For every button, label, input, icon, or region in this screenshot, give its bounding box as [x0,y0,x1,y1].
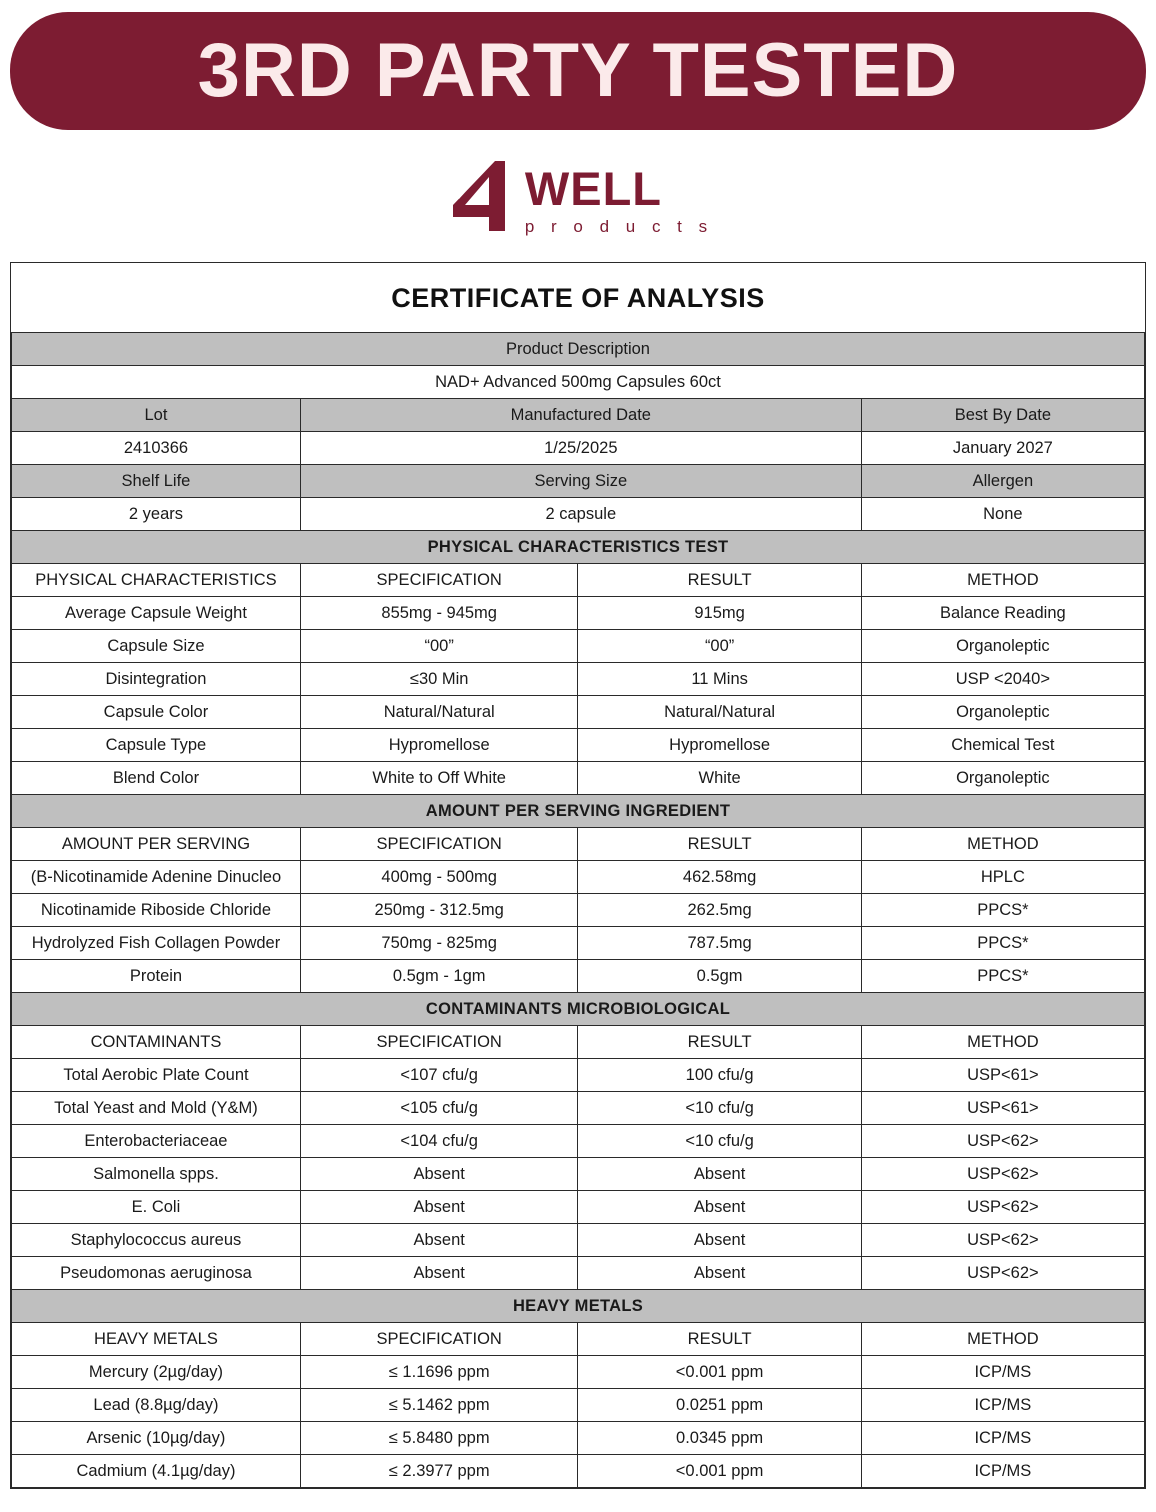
lot-value: 2410366 [12,432,301,465]
cell: USP<62> [861,1257,1144,1290]
table-row [12,366,1145,399]
cell: USP<62> [861,1125,1144,1158]
cell: <0.001 ppm [578,1356,861,1389]
product-description-value: NAD+ Advanced 500mg Capsules 60ct [12,366,1145,399]
manufactured-date-header: Manufactured Date [300,399,861,432]
cell: Chemical Test [861,729,1144,762]
cell: Mercury (2µg/day) [12,1356,301,1389]
cell: Nicotinamide Riboside Chloride [12,894,301,927]
table-row [12,1257,1145,1290]
cell: Absent [300,1224,578,1257]
coa-table [11,332,1145,1488]
col-header: RESULT [578,564,861,597]
best-by-date-header: Best By Date [861,399,1144,432]
cell: ≤30 Min [300,663,578,696]
best-by-date-value: January 2027 [861,432,1144,465]
cell: USP<61> [861,1059,1144,1092]
logo-brand-text: WELL [524,162,662,215]
cell: ICP/MS [861,1356,1144,1389]
section-title-heavy-metals: HEAVY METALS [12,1290,1145,1323]
table-row [12,432,1145,465]
cell: 11 Mins [578,663,861,696]
cell: Absent [300,1158,578,1191]
serving-size-value: 2 capsule [300,498,861,531]
col-header: SPECIFICATION [300,828,578,861]
table-row [12,1158,1145,1191]
third-party-tested-banner [10,12,1146,130]
cell: Protein [12,960,301,993]
cell: “00” [300,630,578,663]
cell: “00” [578,630,861,663]
col-header: CONTAMINANTS [12,1026,301,1059]
table-row [12,1422,1145,1455]
table-row [12,1389,1145,1422]
shelf-life-header: Shelf Life [12,465,301,498]
cell: ICP/MS [861,1389,1144,1422]
col-header: SPECIFICATION [300,1026,578,1059]
table-row [12,465,1145,498]
lot-header: Lot [12,399,301,432]
cell: <104 cfu/g [300,1125,578,1158]
cell: <107 cfu/g [300,1059,578,1092]
cell: Arsenic (10µg/day) [12,1422,301,1455]
cell: ≤ 5.8480 ppm [300,1422,578,1455]
cell: ICP/MS [861,1422,1144,1455]
cell: Natural/Natural [300,696,578,729]
cell: Absent [578,1191,861,1224]
cell: 100 cfu/g [578,1059,861,1092]
col-header: METHOD [861,564,1144,597]
cell: Total Aerobic Plate Count [12,1059,301,1092]
table-row [12,630,1145,663]
brand-logo [10,138,1146,258]
cell: <105 cfu/g [300,1092,578,1125]
cell: USP<62> [861,1191,1144,1224]
cell: Organoleptic [861,630,1144,663]
cell: HPLC [861,861,1144,894]
cell: PPCS* [861,894,1144,927]
cell: White [578,762,861,795]
cell: White to Off White [300,762,578,795]
table-row [12,333,1145,366]
cell: Hypromellose [578,729,861,762]
table-row [12,861,1145,894]
cell: Lead (8.8µg/day) [12,1389,301,1422]
col-header: RESULT [578,828,861,861]
col-header: SPECIFICATION [300,1323,578,1356]
column-header-row [12,1026,1145,1059]
col-header: METHOD [861,828,1144,861]
cell: ≤ 1.1696 ppm [300,1356,578,1389]
col-header: SPECIFICATION [300,564,578,597]
table-row [12,960,1145,993]
cell: PPCS* [861,927,1144,960]
cell: 0.5gm [578,960,861,993]
section-title-physical: PHYSICAL CHARACTERISTICS TEST [12,531,1145,564]
cell: 400mg - 500mg [300,861,578,894]
cell: Disintegration [12,663,301,696]
cell: Capsule Size [12,630,301,663]
product-description-header: Product Description [12,333,1145,366]
column-header-row [12,564,1145,597]
cell: 750mg - 825mg [300,927,578,960]
cell: USP<62> [861,1224,1144,1257]
column-header-row [12,828,1145,861]
cell: Enterobacteriaceae [12,1125,301,1158]
cell: 787.5mg [578,927,861,960]
cell: Total Yeast and Mold (Y&M) [12,1092,301,1125]
cell: Cadmium (4.1µg/day) [12,1455,301,1488]
col-header: PHYSICAL CHARACTERISTICS [12,564,301,597]
cell: Absent [578,1257,861,1290]
table-row [12,498,1145,531]
cell: 0.0251 ppm [578,1389,861,1422]
table-row [12,597,1145,630]
cell: <0.001 ppm [578,1455,861,1488]
table-row [12,894,1145,927]
cell: USP <2040> [861,663,1144,696]
cell: Average Capsule Weight [12,597,301,630]
cell: Balance Reading [861,597,1144,630]
cell: 262.5mg [578,894,861,927]
col-header: AMOUNT PER SERVING [12,828,301,861]
table-row [12,927,1145,960]
cell: Capsule Type [12,729,301,762]
column-header-row [12,1323,1145,1356]
cell: Salmonella spps. [12,1158,301,1191]
col-header: METHOD [861,1323,1144,1356]
cell: Absent [578,1224,861,1257]
table-row [12,663,1145,696]
cell: ≤ 2.3977 ppm [300,1455,578,1488]
shelf-life-value: 2 years [12,498,301,531]
page-title: CERTIFICATE OF ANALYSIS [391,283,765,313]
banner-title: 3RD PARTY TESTED [197,28,959,113]
section-header-row [12,795,1145,828]
table-row [12,762,1145,795]
table-row [12,696,1145,729]
cell: USP<61> [861,1092,1144,1125]
cell: Natural/Natural [578,696,861,729]
cell: PPCS* [861,960,1144,993]
cell: ≤ 5.1462 ppm [300,1389,578,1422]
table-row [12,1092,1145,1125]
logo-sub-text: p r o d u c t s [524,217,714,236]
col-header: RESULT [578,1323,861,1356]
cell: 250mg - 312.5mg [300,894,578,927]
table-row [12,1059,1145,1092]
cell: 855mg - 945mg [300,597,578,630]
cell: Absent [300,1257,578,1290]
table-row [12,399,1145,432]
certificate-document [10,262,1146,1489]
section-title-contaminants: CONTAMINANTS MICROBIOLOGICAL [12,993,1145,1026]
cell: Absent [578,1158,861,1191]
cell: 462.58mg [578,861,861,894]
section-header-row [12,1290,1145,1323]
table-row [12,1356,1145,1389]
cell: 0.5gm - 1gm [300,960,578,993]
section-title-amount-per-serving: AMOUNT PER SERVING INGREDIENT [12,795,1145,828]
table-row [12,1125,1145,1158]
table-row [12,1455,1145,1488]
cell: 0.0345 ppm [578,1422,861,1455]
table-row [12,729,1145,762]
table-row [12,1191,1145,1224]
col-header: METHOD [861,1026,1144,1059]
cell: Organoleptic [861,762,1144,795]
col-header: HEAVY METALS [12,1323,301,1356]
section-header-row [12,531,1145,564]
table-row [12,1224,1145,1257]
coa-page [0,12,1156,1512]
allergen-value: None [861,498,1144,531]
cell: Blend Color [12,762,301,795]
cell: Staphylococcus aureus [12,1224,301,1257]
cell: Capsule Color [12,696,301,729]
cell: 915mg [578,597,861,630]
serving-size-header: Serving Size [300,465,861,498]
cell: Organoleptic [861,696,1144,729]
section-header-row [12,993,1145,1026]
cell: E. Coli [12,1191,301,1224]
manufactured-date-value: 1/25/2025 [300,432,861,465]
cell: ICP/MS [861,1455,1144,1488]
cell: Absent [300,1191,578,1224]
allergen-header: Allergen [861,465,1144,498]
cell: Hydrolyzed Fish Collagen Powder [12,927,301,960]
cell: Pseudomonas aeruginosa [12,1257,301,1290]
cell: Hypromellose [300,729,578,762]
cell: <10 cfu/g [578,1092,861,1125]
cell: USP<62> [861,1158,1144,1191]
four-mark-icon [443,159,521,233]
cell: <10 cfu/g [578,1125,861,1158]
cell: (B-Nicotinamide Adenine Dinucleo [12,861,301,894]
col-header: RESULT [578,1026,861,1059]
